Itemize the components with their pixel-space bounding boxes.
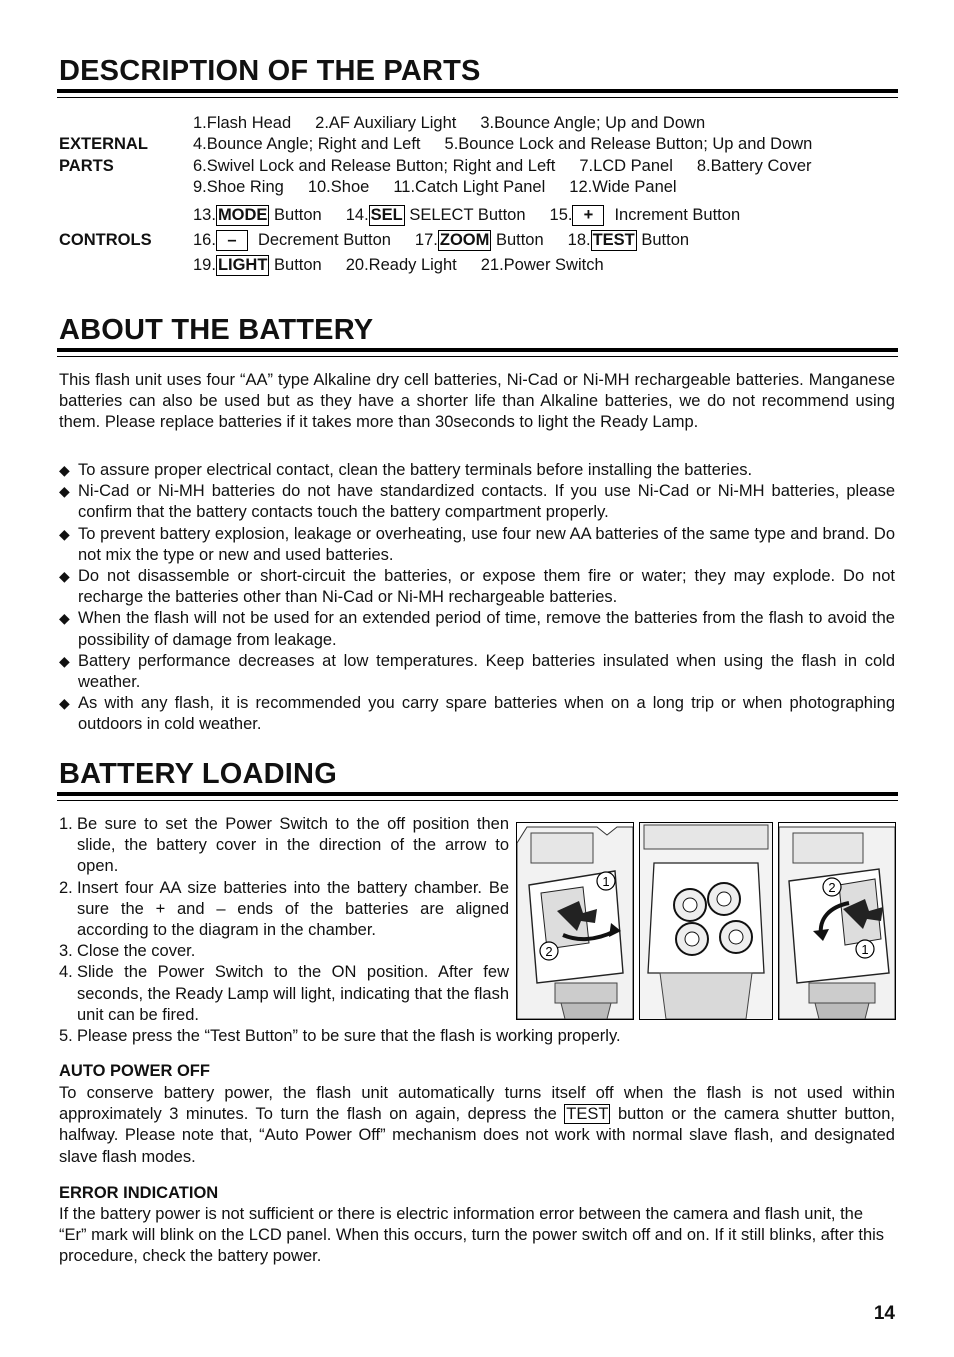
heading-rule	[57, 348, 898, 357]
control-number: 19.	[193, 256, 216, 274]
control-text: SELECT Button	[404, 206, 526, 224]
minus-key: –	[216, 230, 248, 251]
battery-heading: ABOUT THE BATTERY	[59, 314, 374, 346]
diamond-bullet-icon: ◆	[59, 695, 70, 712]
external-parts-label-line2: PARTS	[59, 157, 114, 175]
diamond-bullet-icon: ◆	[59, 568, 70, 585]
control-number: 16.	[193, 231, 216, 249]
external-parts-row	[193, 177, 677, 198]
control-number: 15.	[549, 206, 573, 224]
battery-cover-close-illustration	[778, 822, 896, 1020]
battery-intro: This flash unit uses four “AA” type Alkaline dry cell batteries, Ni-Cad or Ni-MH rechargeable batteries. Manganese batteries can also be used but as they have a shorter life than Alkaline batteries, we do not recommend using them. Please replace batteries if it takes more than 30seconds to light the Ready Lamp.	[59, 371, 895, 432]
control-text: Button	[269, 206, 322, 224]
control-text: Decrement Button	[257, 231, 391, 249]
controls-row	[193, 255, 604, 276]
error-indication-text: If the battery power is not sufficient or there is electric information error between the camera and flash unit, the “Er” mark will blink on the LCD panel. When this occurs, turn the power switch off and on. If it still blinks, after this procedure, check the battery power.	[59, 1205, 885, 1266]
parts-heading: DESCRIPTION OF THE PARTS	[59, 55, 481, 87]
list-item: ◆ As with any flash, it is recommended you carry spare batteries when on a long trip or when photographing outdoors in cold weather.	[59, 694, 895, 734]
part-item: 7.LCD Panel	[579, 157, 673, 175]
diamond-bullet-icon: ◆	[59, 483, 70, 500]
error-indication-heading: ERROR INDICATION	[59, 1184, 219, 1202]
control-item: 21.Power Switch	[480, 256, 604, 274]
sel-key: SEL	[370, 206, 403, 224]
diamond-bullet-icon: ◆	[59, 652, 70, 669]
external-parts-row	[193, 113, 705, 134]
external-parts-label-line1: EXTERNAL	[59, 135, 148, 153]
part-item: 6.Swivel Lock and Release Button; Right and Left	[193, 157, 556, 175]
control-text: Button	[636, 231, 690, 249]
list-item: 1. Be sure to set the Power Switch to the off position then slide, the battery cover in the direction of the arrow to open.	[59, 815, 509, 876]
figure-marker: 1	[861, 942, 869, 957]
list-item: ◆ When the flash will not be used for an extended period of time, remove the batteries from the flash to avoid the possibility of damage from leakage.	[59, 609, 895, 649]
list-item: 2. Insert four AA size batteries into the battery chamber. Be sure the + and – ends of the batteries are aligned according to the diagram in the chamber.	[59, 878, 509, 940]
control-text: Increment Button	[614, 206, 741, 224]
controls-row	[193, 230, 689, 251]
diamond-bullet-icon: ◆	[59, 462, 70, 478]
list-item: 3. Close the cover.	[59, 942, 196, 961]
zoom-key: ZOOM	[439, 231, 490, 249]
controls-row	[193, 205, 740, 226]
loading-heading: BATTERY LOADING	[59, 758, 337, 790]
list-item: 4. Slide the Power Switch to the ON position. After few seconds, the Ready Lamp will light, indicating that the flash unit can be fired.	[59, 963, 509, 1024]
page-number: 14	[873, 1303, 895, 1324]
figure-marker: 2	[828, 880, 836, 895]
auto-power-off-heading: AUTO POWER OFF	[59, 1062, 210, 1080]
part-item: 2.AF Auxiliary Light	[315, 114, 457, 132]
list-item: ◆ Ni-Cad or Ni-MH batteries do not have standardized contacts. If you use Ni-Cad or Ni-MH batteries, please confirm that the battery contacts touch the battery compartment properly.	[59, 482, 895, 522]
part-item: 12.Wide Panel	[569, 178, 677, 196]
control-number: 18.	[567, 231, 591, 249]
list-item: ◆ To assure proper electrical contact, clean the battery terminals before installing the batteries.	[59, 460, 895, 481]
control-text: Button	[491, 231, 544, 249]
part-item: 10.Shoe	[307, 178, 370, 196]
heading-rule	[57, 89, 898, 98]
battery-cover-open-illustration	[516, 822, 634, 1020]
external-parts-row	[193, 134, 812, 155]
heading-rule	[57, 792, 898, 801]
list-item: 5. Please press the “Test Button” to be sure that the flash is working properly.	[59, 1027, 621, 1045]
loading-steps	[59, 814, 509, 1026]
battery-bullet-list	[59, 460, 895, 736]
mode-key: MODE	[217, 206, 268, 224]
auto-power-off-text: To conserve battery power, the flash unit automatically turns itself off when the flash is not used within approximately 3 minutes. To turn the flash on again, depress the TEST button or the camera shutter button, halfway. Please note that, “Auto Power Off” mechanism does not work with normal slave flash, and designated slave flash modes.	[59, 1084, 895, 1166]
light-key: LIGHT	[217, 256, 268, 274]
figure-marker: 1	[602, 874, 610, 889]
diamond-bullet-icon: ◆	[59, 610, 70, 627]
battery-chamber-illustration	[639, 822, 773, 1020]
plus-key: +	[572, 205, 604, 226]
part-item: 4.Bounce Angle; Right and Left	[193, 135, 421, 153]
part-item: 1.Flash Head	[193, 114, 292, 132]
control-text: Button	[269, 256, 322, 274]
control-number: 13.	[193, 206, 216, 224]
control-number: 14.	[345, 206, 369, 224]
controls-label: CONTROLS	[59, 231, 152, 249]
list-item: ◆ To prevent battery explosion, leakage or overheating, use four new AA batteries of the same type and brand. Do not mix the type or new and used batteries.	[59, 524, 895, 564]
part-item: 5.Bounce Lock and Release Button; Up and Down	[444, 135, 813, 153]
part-item: 11.Catch Light Panel	[393, 178, 546, 196]
part-item: 9.Shoe Ring	[193, 178, 284, 196]
figure-marker: 2	[545, 944, 553, 959]
external-parts-row	[193, 156, 812, 177]
control-number: 17.	[414, 231, 438, 249]
diamond-bullet-icon: ◆	[59, 525, 70, 542]
test-key: TEST	[592, 231, 635, 249]
test-key: TEST	[566, 1105, 609, 1124]
list-item: ◆ Do not disassemble or short-circuit the batteries, or expose them fire or water; they may explode. Do not recharge the batteries other than Ni-Cad or Ni-MH rechargeable batteries.	[59, 567, 895, 607]
part-item: 3.Bounce Angle; Up and Down	[480, 114, 706, 132]
part-item: 8.Battery Cover	[696, 157, 812, 175]
list-item: ◆ Battery performance decreases at low temperatures. Keep batteries insulated when using the flash in cold weather.	[59, 651, 895, 692]
control-item: 20.Ready Light	[345, 256, 457, 274]
